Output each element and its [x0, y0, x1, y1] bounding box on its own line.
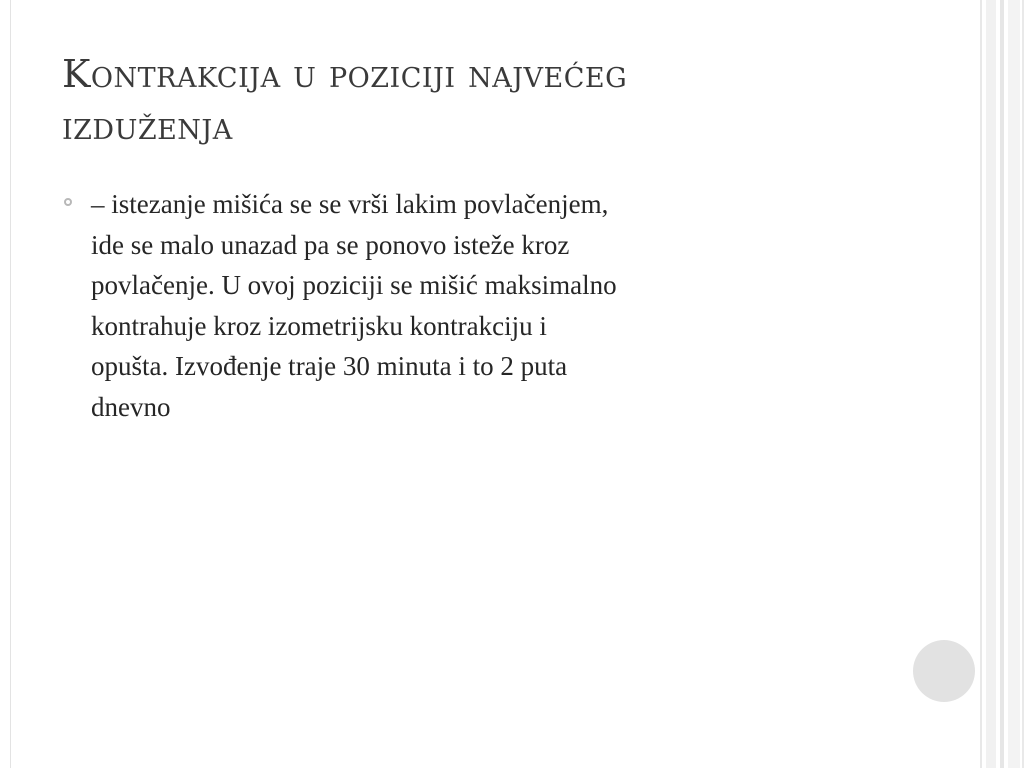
bullet-line: ide se malo unazad pa se ponovo isteže kroz — [91, 229, 570, 260]
slide-title — [62, 48, 942, 152]
decor-bar — [986, 0, 996, 768]
slide-title-line-1: Kontrakcija u poziciji najvećeg — [62, 52, 628, 96]
right-decorative-bars — [980, 0, 1024, 768]
bullet-line: dnevno — [91, 391, 171, 422]
decor-bar — [1000, 0, 1004, 768]
bullet-text — [91, 184, 862, 427]
bullet-line: kontrahuje kroz izometrijsku kontrakciju i — [91, 310, 547, 341]
decor-bar — [1008, 0, 1020, 768]
left-border-line — [10, 0, 11, 768]
hollow-circle-bullet-icon — [64, 198, 72, 206]
bullet-line: – istezanje mišića se se vrši lakim povlačenjem, — [91, 189, 609, 219]
bullet-line: povlačenje. U ovoj poziciji se mišić maksimalno — [91, 270, 617, 300]
slide-title-line-2: izduženja — [62, 104, 233, 148]
decorative-circle — [913, 640, 975, 702]
decor-bar — [980, 0, 982, 768]
bullet-line: opušta. Izvođenje traje 30 minuta i to 2 puta — [91, 351, 568, 381]
bullet-item — [62, 184, 862, 427]
